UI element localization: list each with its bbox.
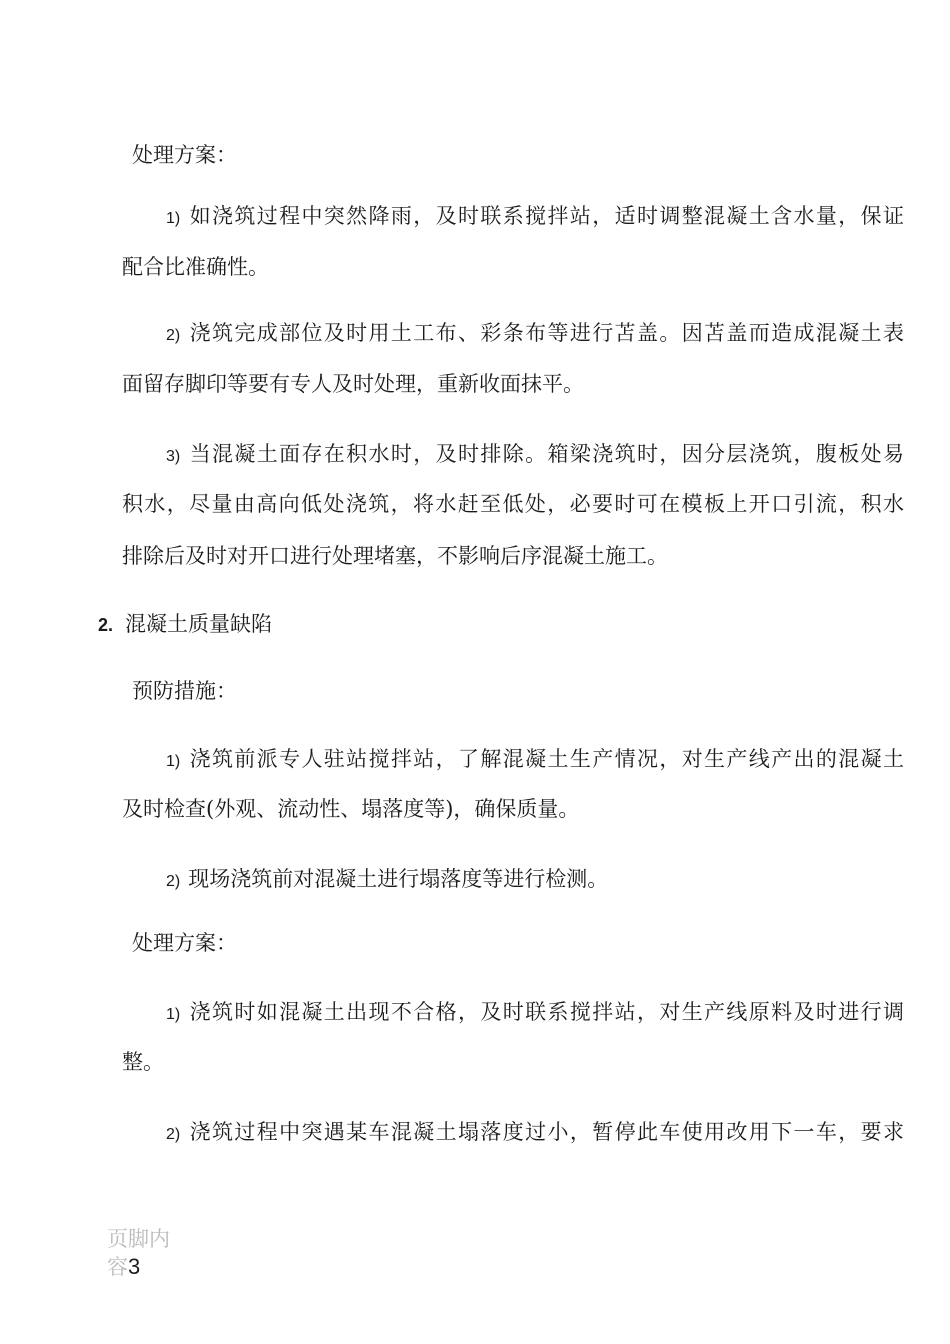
paragraph-line xyxy=(122,749,904,770)
paragraph-line xyxy=(122,323,904,344)
list-number: 2) xyxy=(166,327,181,344)
paragraph-line xyxy=(166,869,608,890)
section-title: 混凝土质量缺陷 xyxy=(125,612,273,636)
paragraph-line xyxy=(122,206,904,227)
paragraph-text: 现场浇筑前对混凝土进行塌落度等进行检测。 xyxy=(188,867,609,891)
list-number: 1) xyxy=(166,210,181,227)
paragraph-text: 浇筑时如混凝土出现不合格，及时联系搅拌站，对生产线原料及时进行调 xyxy=(188,1000,904,1024)
paragraph-line: 配合比准确性。 xyxy=(122,255,269,279)
paragraph-text: 浇筑前派专人驻站搅拌站，了解混凝土生产情况，对生产线产出的混凝土 xyxy=(188,747,904,771)
paragraph-line: 整。 xyxy=(122,1050,164,1074)
paragraph-line: 及时检查(外观、流动性、塌落度等)，确保质量。 xyxy=(122,797,580,821)
heading-treatment-plan-2: 处理方案： xyxy=(132,931,237,955)
paragraph-text: 当混凝土面存在积水时，及时排除。箱梁浇筑时，因分层浇筑，腹板处易 xyxy=(188,442,904,466)
list-number: 1) xyxy=(166,753,181,770)
list-number: 1) xyxy=(166,1006,181,1023)
list-number: 2) xyxy=(166,1126,181,1143)
footer-label: 页脚内容 xyxy=(107,1227,170,1279)
paragraph-text: 浇筑完成部位及时用土工布、彩条布等进行苫盖。因苫盖而造成混凝土表 xyxy=(188,321,904,345)
list-number: 2) xyxy=(166,873,181,890)
paragraph-line: 积水，尽量由高向低处浇筑，将水赶至低处，必要时可在模板上开口引流，积水 xyxy=(122,492,904,516)
paragraph-text: 如浇筑过程中突然降雨，及时联系搅拌站，适时调整混凝土含水量，保证 xyxy=(188,204,904,228)
paragraph-line xyxy=(122,444,904,465)
paragraph-line xyxy=(122,1002,904,1023)
paragraph-line xyxy=(122,1122,904,1143)
section-number: 2. xyxy=(98,615,114,635)
heading-preventive-measures: 预防措施： xyxy=(132,679,237,703)
list-number: 3) xyxy=(166,448,181,465)
paragraph-line: 排除后及时对开口进行处理堵塞，不影响后序混凝土施工。 xyxy=(122,544,668,568)
paragraph-text: 浇筑过程中突遇某车混凝土塌落度过小，暂停此车使用改用下一车，要求 xyxy=(188,1120,904,1144)
page-footer xyxy=(107,1225,187,1281)
paragraph-line: 面留存脚印等要有专人及时处理，重新收面抹平。 xyxy=(122,372,584,396)
section-heading xyxy=(98,614,272,635)
heading-treatment-plan: 处理方案： xyxy=(132,143,237,167)
page-number: 3 xyxy=(128,1254,141,1279)
